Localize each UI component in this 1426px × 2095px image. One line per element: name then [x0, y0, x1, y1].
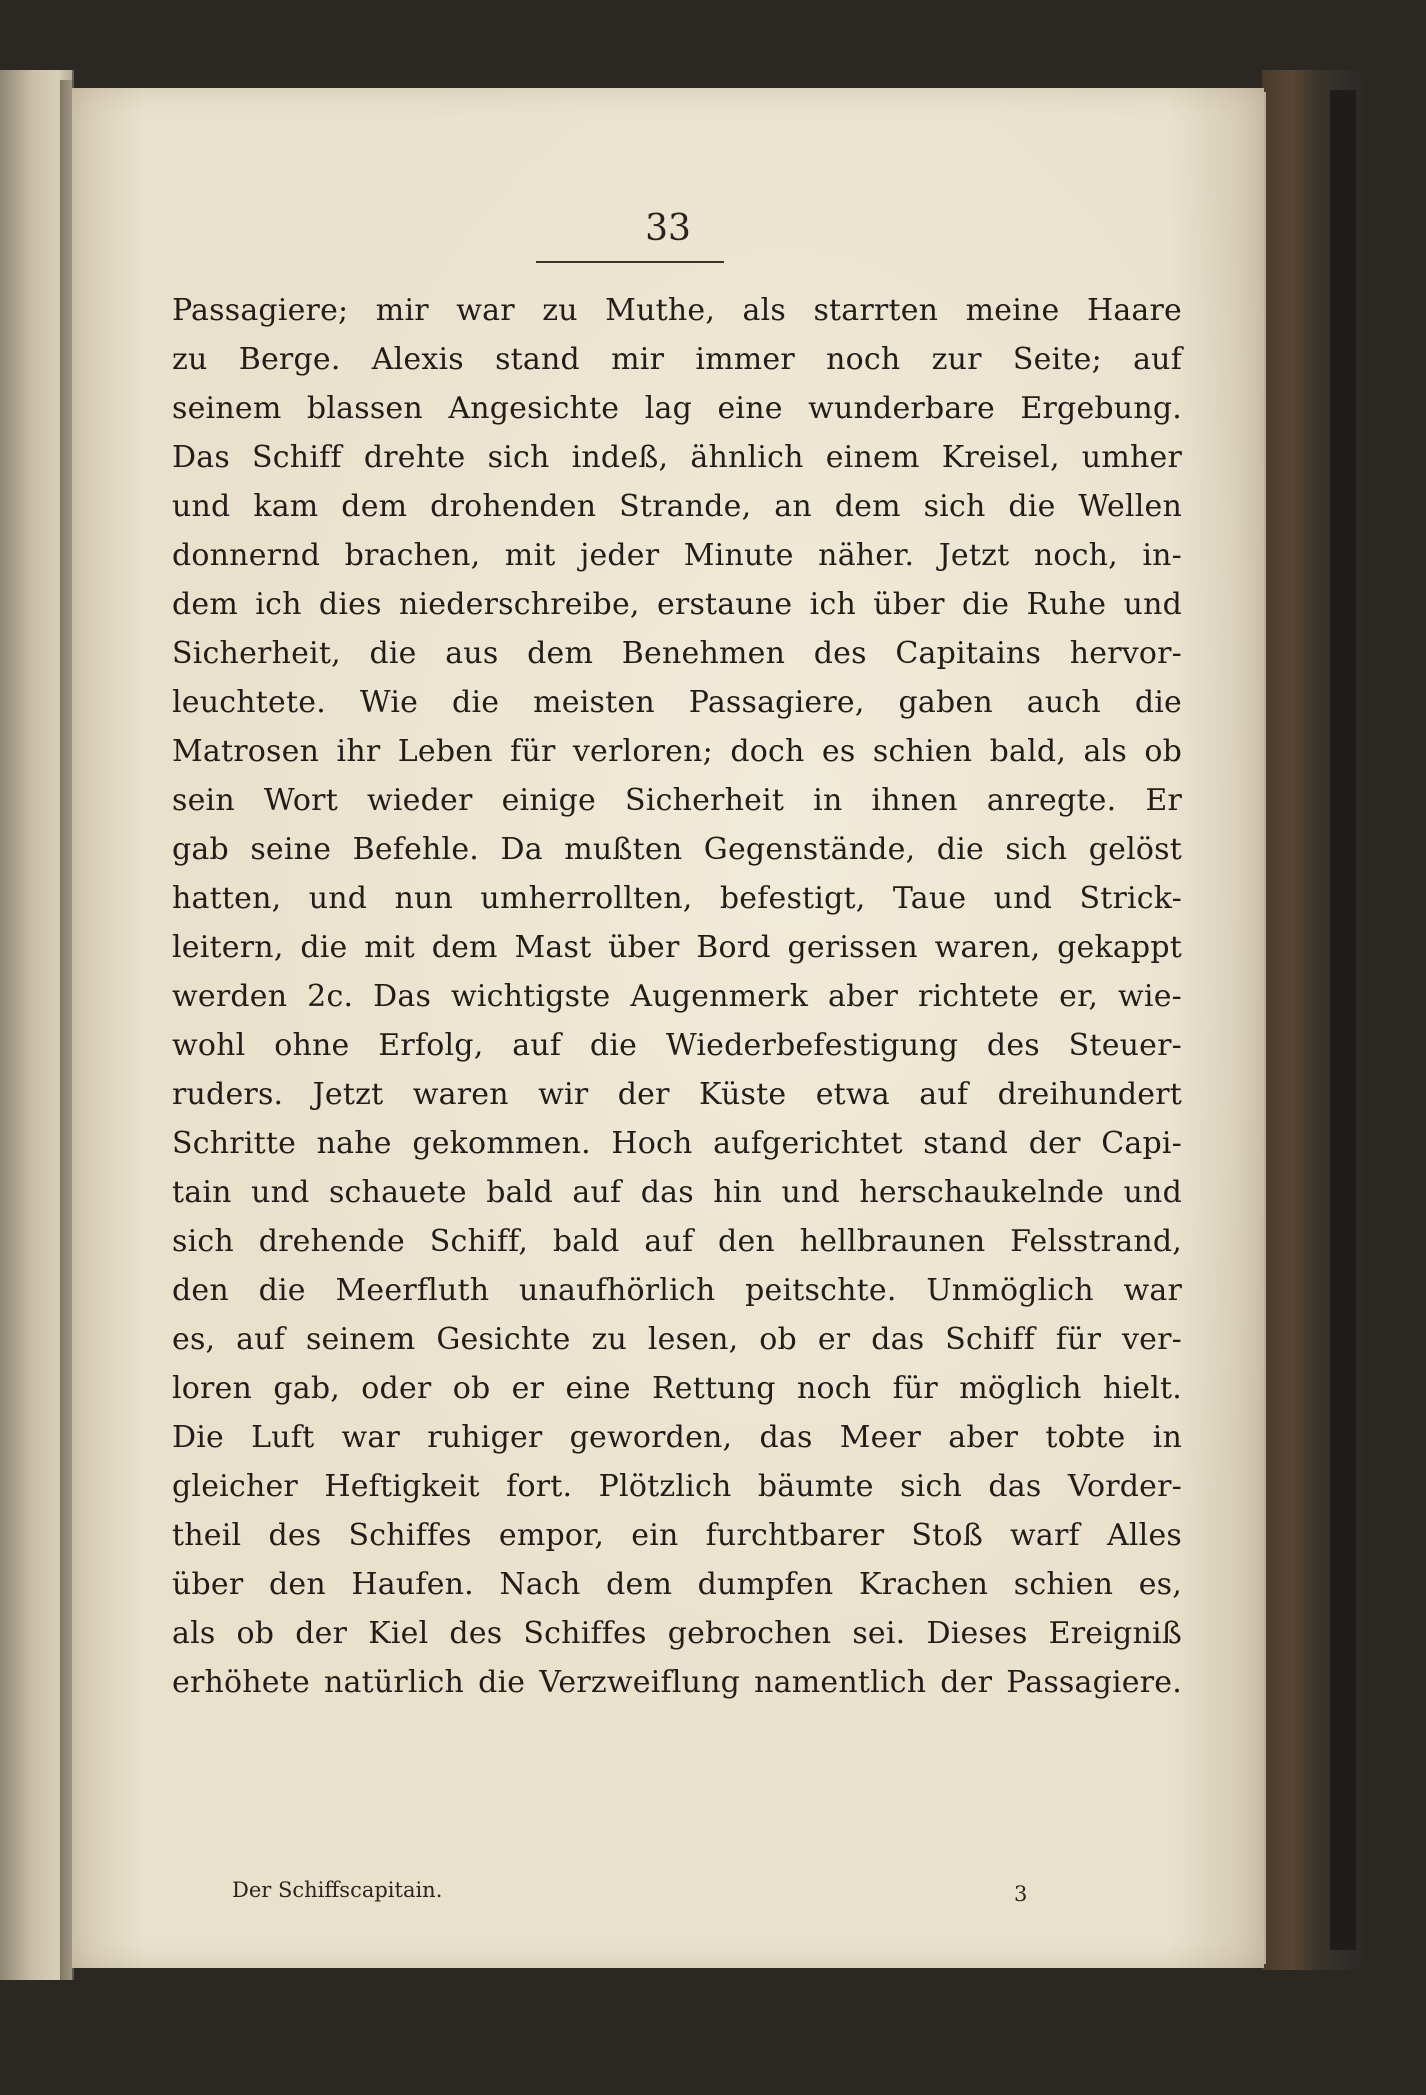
text-line: über den Haufen. Nach dem dumpfen Krachen schien es, — [172, 1567, 1182, 1602]
text-line: gleicher Heftigkeit fort. Plötzlich bäumte sich das Vorder- — [172, 1469, 1182, 1504]
cover-binding-strip — [1330, 90, 1356, 1950]
text-line: den die Meerfluth unaufhörlich peitschte. Unmöglich war — [172, 1273, 1182, 1308]
text-line: leuchtete. Wie die meisten Passagiere, gaben auch die — [172, 685, 1182, 720]
text-line: erhöhete natürlich die Verzweiflung namentlich der Passagiere. — [172, 1665, 1182, 1700]
text-line: Matrosen ihr Leben für verloren; doch es schien bald, als ob — [172, 734, 1182, 769]
page-footer — [232, 1878, 1062, 1908]
text-line: Die Luft war ruhiger geworden, das Meer aber tobte in — [172, 1420, 1182, 1455]
text-line: zu Berge. Alexis stand mir immer noch zur Seite; auf — [172, 342, 1182, 377]
signature-mark: 3 — [1014, 1882, 1028, 1906]
header-rule — [536, 261, 724, 263]
text-line: donnernd brachen, mit jeder Minute näher. Jetzt noch, in- — [172, 538, 1182, 573]
text-line: gab seine Befehle. Da mußten Gegenstände, die sich gelöst — [172, 832, 1182, 867]
text-line: dem ich dies niederschreibe, erstaune ich über die Ruhe und — [172, 587, 1182, 622]
text-line: Passagiere; mir war zu Muthe, als starrten meine Haare — [172, 293, 1182, 328]
text-line: sein Wort wieder einige Sicherheit in ihnen anregte. Er — [172, 783, 1182, 818]
text-line: seinem blassen Angesichte lag eine wunderbare Ergebung. — [172, 391, 1182, 426]
text-line: und kam dem drohenden Strande, an dem sich die Wellen — [172, 489, 1182, 524]
text-line: sich drehende Schiff, bald auf den hellbraunen Felsstrand, — [172, 1224, 1182, 1259]
text-line: ruders. Jetzt waren wir der Küste etwa auf dreihundert — [172, 1077, 1182, 1112]
text-line: als ob der Kiel des Schiffes gebrochen sei. Dieses Ereigniß — [172, 1616, 1182, 1651]
book-page — [72, 88, 1264, 1968]
text-line: Das Schiff drehte sich indeß, ähnlich einem Kreisel, umher — [172, 440, 1182, 475]
text-line: es, auf seinem Gesichte zu lesen, ob er das Schiff für ver- — [172, 1322, 1182, 1357]
text-line: tain und schauete bald auf das hin und herschaukelnde und — [172, 1175, 1182, 1210]
text-line: werden 2c. Das wichtigste Augenmerk aber richtete er, wie- — [172, 979, 1182, 1014]
text-line: wohl ohne Erfolg, auf die Wiederbefestigung des Steuer- — [172, 1028, 1182, 1063]
text-line: hatten, und nun umherrollten, befestigt, Taue und Strick- — [172, 881, 1182, 916]
text-line: leitern, die mit dem Mast über Bord gerissen waren, gekappt — [172, 930, 1182, 965]
body-text — [172, 286, 1182, 1707]
text-line: loren gab, oder ob er eine Rettung noch für möglich hielt. — [172, 1371, 1182, 1406]
text-line: Sicherheit, die aus dem Benehmen des Capitains hervor- — [172, 636, 1182, 671]
footer-book-title: Der Schiffscapitain. — [232, 1878, 443, 1902]
page-number: 33 — [645, 208, 691, 249]
text-line: Schritte nahe gekommen. Hoch aufgerichtet stand der Capi- — [172, 1126, 1182, 1161]
text-line: theil des Schiffes empor, ein furchtbarer Stoß warf Alles — [172, 1518, 1182, 1553]
